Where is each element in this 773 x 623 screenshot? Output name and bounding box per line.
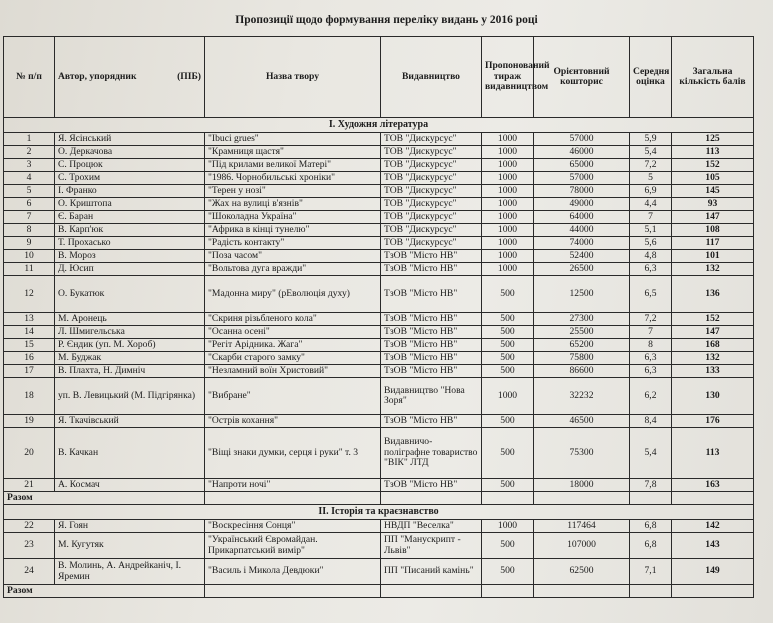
- cell-cost: 27300: [534, 313, 630, 326]
- cell-work: "Регіт Арідника. Жага": [205, 339, 381, 352]
- cell-work: "Напроти ночі": [205, 479, 381, 492]
- cell-work: "Крамниця щастя": [205, 146, 381, 159]
- table-row: [4, 352, 754, 365]
- cell-publisher: Видавництво "Нова Зоря": [381, 378, 482, 415]
- cell-cost: 52400: [534, 250, 630, 263]
- cell-num: 5: [4, 185, 55, 198]
- cell-publisher: ТзОВ "Місто НВ": [381, 276, 482, 313]
- cell-num: 8: [4, 224, 55, 237]
- cell-num: 12: [4, 276, 55, 313]
- cell-avg: 6,5: [630, 276, 672, 313]
- cell-total: 108: [672, 224, 754, 237]
- cell-work: "Поза часом": [205, 250, 381, 263]
- cell-work: "Жах на вулиці в'язнів": [205, 198, 381, 211]
- cell-author: О. Криштопа: [55, 198, 205, 211]
- cell-num: 9: [4, 237, 55, 250]
- table-row: [4, 339, 754, 352]
- publications-table: [3, 36, 754, 598]
- cell-tirage: 1000: [482, 224, 534, 237]
- cell-tirage: 1000: [482, 520, 534, 533]
- cell-cost: 86600: [534, 365, 630, 378]
- subtotal-empty-cell: [672, 492, 754, 505]
- cell-total: 132: [672, 263, 754, 276]
- cell-cost: 46000: [534, 146, 630, 159]
- cell-cost: 18000: [534, 479, 630, 492]
- cell-num: 2: [4, 146, 55, 159]
- cell-tirage: 500: [482, 326, 534, 339]
- cell-cost: 75300: [534, 428, 630, 479]
- cell-avg: 6,9: [630, 185, 672, 198]
- header-tirage: Пропонований тираж видавництвом: [482, 37, 534, 118]
- cell-total: 143: [672, 533, 754, 559]
- cell-avg: 5: [630, 172, 672, 185]
- cell-num: 4: [4, 172, 55, 185]
- subtotal-label: Разом: [4, 585, 205, 598]
- cell-total: 117: [672, 237, 754, 250]
- cell-total: 113: [672, 428, 754, 479]
- cell-avg: 7: [630, 211, 672, 224]
- cell-author: Л. Шмигельська: [55, 326, 205, 339]
- cell-cost: 49000: [534, 198, 630, 211]
- section-header-row: [4, 505, 754, 520]
- cell-num: 24: [4, 559, 55, 585]
- cell-total: 147: [672, 211, 754, 224]
- header-author-label: Автор, упорядник: [58, 70, 137, 82]
- cell-work: "Вибране": [205, 378, 381, 415]
- cell-num: 21: [4, 479, 55, 492]
- cell-publisher: ТОВ "Дискурсус": [381, 224, 482, 237]
- cell-total: 130: [672, 378, 754, 415]
- cell-cost: 117464: [534, 520, 630, 533]
- cell-avg: 5,4: [630, 428, 672, 479]
- cell-total: 136: [672, 276, 754, 313]
- cell-cost: 32232: [534, 378, 630, 415]
- cell-cost: 64000: [534, 211, 630, 224]
- cell-cost: 65000: [534, 159, 630, 172]
- cell-avg: 8,4: [630, 415, 672, 428]
- cell-author: В. Молинь, А. Андрейканіч, І. Яремин: [55, 559, 205, 585]
- cell-num: 3: [4, 159, 55, 172]
- cell-cost: 12500: [534, 276, 630, 313]
- cell-publisher: ТОВ "Дискурсус": [381, 172, 482, 185]
- cell-work: "Незламний воїн Христовий": [205, 365, 381, 378]
- cell-work: "1986. Чорнобильські хроніки": [205, 172, 381, 185]
- cell-avg: 6,8: [630, 520, 672, 533]
- cell-author: М. Аронець: [55, 313, 205, 326]
- cell-total: 168: [672, 339, 754, 352]
- table-row: [4, 415, 754, 428]
- cell-total: 149: [672, 559, 754, 585]
- table-row: [4, 520, 754, 533]
- header-work: Назва твору: [205, 37, 381, 118]
- subtotal-empty-cell: [482, 492, 534, 505]
- cell-avg: 6,3: [630, 352, 672, 365]
- cell-cost: 107000: [534, 533, 630, 559]
- cell-publisher: ТзОВ "Місто НВ": [381, 415, 482, 428]
- cell-publisher: ТзОВ "Місто НВ": [381, 339, 482, 352]
- cell-total: 163: [672, 479, 754, 492]
- cell-tirage: 1000: [482, 146, 534, 159]
- cell-total: 133: [672, 365, 754, 378]
- cell-tirage: 1000: [482, 263, 534, 276]
- cell-total: 132: [672, 352, 754, 365]
- cell-num: 20: [4, 428, 55, 479]
- cell-author: С. Процюк: [55, 159, 205, 172]
- table-row: [4, 159, 754, 172]
- cell-total: 147: [672, 326, 754, 339]
- cell-author: А. Космач: [55, 479, 205, 492]
- table-row: [4, 428, 754, 479]
- cell-tirage: 500: [482, 339, 534, 352]
- cell-publisher: НВДП "Веселка": [381, 520, 482, 533]
- cell-num: 15: [4, 339, 55, 352]
- cell-work: "Василь і Микола Девдюки": [205, 559, 381, 585]
- table-row: [4, 313, 754, 326]
- subtotal-empty-cell: [630, 492, 672, 505]
- cell-work: "Африка в кінці тунелю": [205, 224, 381, 237]
- cell-avg: 7,1: [630, 559, 672, 585]
- cell-work: "Терен у нозі": [205, 185, 381, 198]
- cell-cost: 26500: [534, 263, 630, 276]
- cell-num: 22: [4, 520, 55, 533]
- cell-total: 145: [672, 185, 754, 198]
- cell-num: 19: [4, 415, 55, 428]
- cell-work: "Осанна осені": [205, 326, 381, 339]
- cell-tirage: 500: [482, 352, 534, 365]
- cell-total: 142: [672, 520, 754, 533]
- cell-tirage: 500: [482, 479, 534, 492]
- table-row: [4, 559, 754, 585]
- cell-num: 13: [4, 313, 55, 326]
- cell-num: 17: [4, 365, 55, 378]
- cell-tirage: 1000: [482, 133, 534, 146]
- cell-author: В. Качкан: [55, 428, 205, 479]
- cell-work: "Мадонна миру" (рЕволюція духу): [205, 276, 381, 313]
- cell-publisher: ТОВ "Дискурсус": [381, 133, 482, 146]
- cell-cost: 25500: [534, 326, 630, 339]
- table-row: [4, 378, 754, 415]
- subtotal-empty-cell: [381, 492, 482, 505]
- document-title: Пропозиції щодо формування переліку видань у 2016 році: [235, 14, 538, 26]
- subtotal-row: [4, 585, 754, 598]
- cell-num: 1: [4, 133, 55, 146]
- cell-publisher: ТОВ "Дискурсус": [381, 237, 482, 250]
- cell-work: "Скарби старого замку": [205, 352, 381, 365]
- cell-cost: 62500: [534, 559, 630, 585]
- cell-num: 10: [4, 250, 55, 263]
- cell-cost: 44000: [534, 224, 630, 237]
- cell-author: І. Франко: [55, 185, 205, 198]
- cell-work: "Віщі знаки думки, серця і руки" т. 3: [205, 428, 381, 479]
- cell-publisher: ТзОВ "Місто НВ": [381, 263, 482, 276]
- cell-tirage: 1000: [482, 198, 534, 211]
- table-row: [4, 185, 754, 198]
- cell-work: "Радість контакту": [205, 237, 381, 250]
- cell-work: "Шоколадна Україна": [205, 211, 381, 224]
- cell-avg: 4,8: [630, 250, 672, 263]
- cell-tirage: 500: [482, 428, 534, 479]
- cell-cost: 75800: [534, 352, 630, 365]
- cell-author: уп. В. Левицький (М. Підгірянка): [55, 378, 205, 415]
- subtotal-empty-cell: [630, 585, 672, 598]
- cell-tirage: 1000: [482, 250, 534, 263]
- cell-tirage: 500: [482, 313, 534, 326]
- cell-author: О. Деркачова: [55, 146, 205, 159]
- cell-num: 16: [4, 352, 55, 365]
- cell-cost: 57000: [534, 133, 630, 146]
- subtotal-empty-cell: [482, 585, 534, 598]
- cell-tirage: 500: [482, 276, 534, 313]
- cell-tirage: 1000: [482, 211, 534, 224]
- cell-publisher: Видавничо-поліграфне товариство "ВІК" ЛТД: [381, 428, 482, 479]
- table-row: [4, 237, 754, 250]
- table-row: [4, 172, 754, 185]
- cell-author: Я. Ткачівський: [55, 415, 205, 428]
- cell-avg: 6,3: [630, 365, 672, 378]
- cell-tirage: 1000: [482, 159, 534, 172]
- header-num: № п/п: [4, 37, 55, 118]
- cell-avg: 7,2: [630, 159, 672, 172]
- section-title: І. Художня література: [4, 118, 754, 133]
- table-header-row: [4, 37, 754, 118]
- cell-tirage: 500: [482, 533, 534, 559]
- header-author: [55, 37, 205, 118]
- cell-total: 176: [672, 415, 754, 428]
- cell-publisher: ТОВ "Дискурсус": [381, 211, 482, 224]
- table-row: [4, 263, 754, 276]
- subtotal-empty-cell: [534, 492, 630, 505]
- cell-publisher: ТОВ "Дискурсус": [381, 198, 482, 211]
- cell-num: 23: [4, 533, 55, 559]
- cell-avg: 7,2: [630, 313, 672, 326]
- cell-tirage: 1000: [482, 172, 534, 185]
- subtotal-empty-cell: [205, 492, 381, 505]
- cell-num: 7: [4, 211, 55, 224]
- cell-num: 11: [4, 263, 55, 276]
- cell-total: 125: [672, 133, 754, 146]
- cell-avg: 5,9: [630, 133, 672, 146]
- subtotal-empty-cell: [381, 585, 482, 598]
- cell-author: С. Трохим: [55, 172, 205, 185]
- header-publisher: Видавництво: [381, 37, 482, 118]
- cell-total: 105: [672, 172, 754, 185]
- cell-author: Я. Гоян: [55, 520, 205, 533]
- cell-publisher: ТОВ "Дискурсус": [381, 146, 482, 159]
- cell-author: В. Мороз: [55, 250, 205, 263]
- cell-cost: 74000: [534, 237, 630, 250]
- cell-work: "Український Євромайдан. Прикарпатський вимір": [205, 533, 381, 559]
- section-title: ІІ. Історія та краєзнавство: [4, 505, 754, 520]
- cell-author: Д. Юсип: [55, 263, 205, 276]
- subtotal-empty-cell: [205, 585, 381, 598]
- table-body: [4, 118, 754, 598]
- cell-author: В. Карп'юк: [55, 224, 205, 237]
- cell-avg: 8: [630, 339, 672, 352]
- cell-publisher: ТзОВ "Місто НВ": [381, 326, 482, 339]
- cell-tirage: 500: [482, 365, 534, 378]
- subtotal-label: Разом: [4, 492, 205, 505]
- table-row: [4, 224, 754, 237]
- subtotal-empty-cell: [534, 585, 630, 598]
- cell-publisher: ТОВ "Дискурсус": [381, 185, 482, 198]
- cell-avg: 6,3: [630, 263, 672, 276]
- cell-tirage: 1000: [482, 185, 534, 198]
- cell-avg: 5,6: [630, 237, 672, 250]
- cell-total: 93: [672, 198, 754, 211]
- cell-work: "Острів кохання": [205, 415, 381, 428]
- cell-total: 152: [672, 159, 754, 172]
- cell-author: Т. Прохасько: [55, 237, 205, 250]
- cell-total: 113: [672, 146, 754, 159]
- cell-author: Є. Баран: [55, 211, 205, 224]
- cell-total: 101: [672, 250, 754, 263]
- cell-cost: 46500: [534, 415, 630, 428]
- cell-work: "Вольтова дуга вражди": [205, 263, 381, 276]
- cell-publisher: ПП "Манускрипт - Львів": [381, 533, 482, 559]
- cell-cost: 78000: [534, 185, 630, 198]
- table-row: [4, 276, 754, 313]
- cell-cost: 57000: [534, 172, 630, 185]
- table-row: [4, 198, 754, 211]
- header-author-pib: (ПІБ): [177, 70, 201, 82]
- cell-publisher: ТзОВ "Місто НВ": [381, 479, 482, 492]
- cell-publisher: ТОВ "Дискурсус": [381, 159, 482, 172]
- cell-tirage: 1000: [482, 378, 534, 415]
- cell-publisher: ТзОВ "Місто НВ": [381, 352, 482, 365]
- cell-tirage: 500: [482, 559, 534, 585]
- table-row: [4, 326, 754, 339]
- header-cost: Орієнтовний кошторис: [534, 37, 630, 118]
- cell-avg: 6,8: [630, 533, 672, 559]
- cell-publisher: ТзОВ "Місто НВ": [381, 365, 482, 378]
- cell-num: 18: [4, 378, 55, 415]
- subtotal-row: [4, 492, 754, 505]
- header-avg: Середня оцінка: [630, 37, 672, 118]
- cell-publisher: ПП "Писаний камінь": [381, 559, 482, 585]
- cell-author: О. Букатюк: [55, 276, 205, 313]
- cell-author: Я. Ясінський: [55, 133, 205, 146]
- header-total: Загальна кількість балів: [672, 37, 754, 118]
- cell-num: 14: [4, 326, 55, 339]
- cell-work: "Під крилами великої Матері": [205, 159, 381, 172]
- cell-avg: 5,4: [630, 146, 672, 159]
- section-header-row: [4, 118, 754, 133]
- cell-work: "Скриня різьбленого кола": [205, 313, 381, 326]
- table-row: [4, 211, 754, 224]
- cell-tirage: 500: [482, 415, 534, 428]
- cell-avg: 7: [630, 326, 672, 339]
- cell-publisher: ТзОВ "Місто НВ": [381, 250, 482, 263]
- cell-total: 152: [672, 313, 754, 326]
- table-row: [4, 250, 754, 263]
- cell-work: "Воскресіння Сонця": [205, 520, 381, 533]
- cell-cost: 65200: [534, 339, 630, 352]
- table-row: [4, 133, 754, 146]
- subtotal-empty-cell: [672, 585, 754, 598]
- cell-publisher: ТзОВ "Місто НВ": [381, 313, 482, 326]
- cell-work: "Ibuci grues": [205, 133, 381, 146]
- cell-avg: 6,2: [630, 378, 672, 415]
- cell-author: В. Плахта, Н. Димніч: [55, 365, 205, 378]
- cell-avg: 5,1: [630, 224, 672, 237]
- cell-avg: 4,4: [630, 198, 672, 211]
- cell-tirage: 1000: [482, 237, 534, 250]
- table-row: [4, 365, 754, 378]
- cell-avg: 7,8: [630, 479, 672, 492]
- table-row: [4, 146, 754, 159]
- table-row: [4, 533, 754, 559]
- cell-author: М. Кугутяк: [55, 533, 205, 559]
- table-row: [4, 479, 754, 492]
- cell-author: Р. Єндик (уп. М. Хороб): [55, 339, 205, 352]
- cell-author: М. Буджак: [55, 352, 205, 365]
- cell-num: 6: [4, 198, 55, 211]
